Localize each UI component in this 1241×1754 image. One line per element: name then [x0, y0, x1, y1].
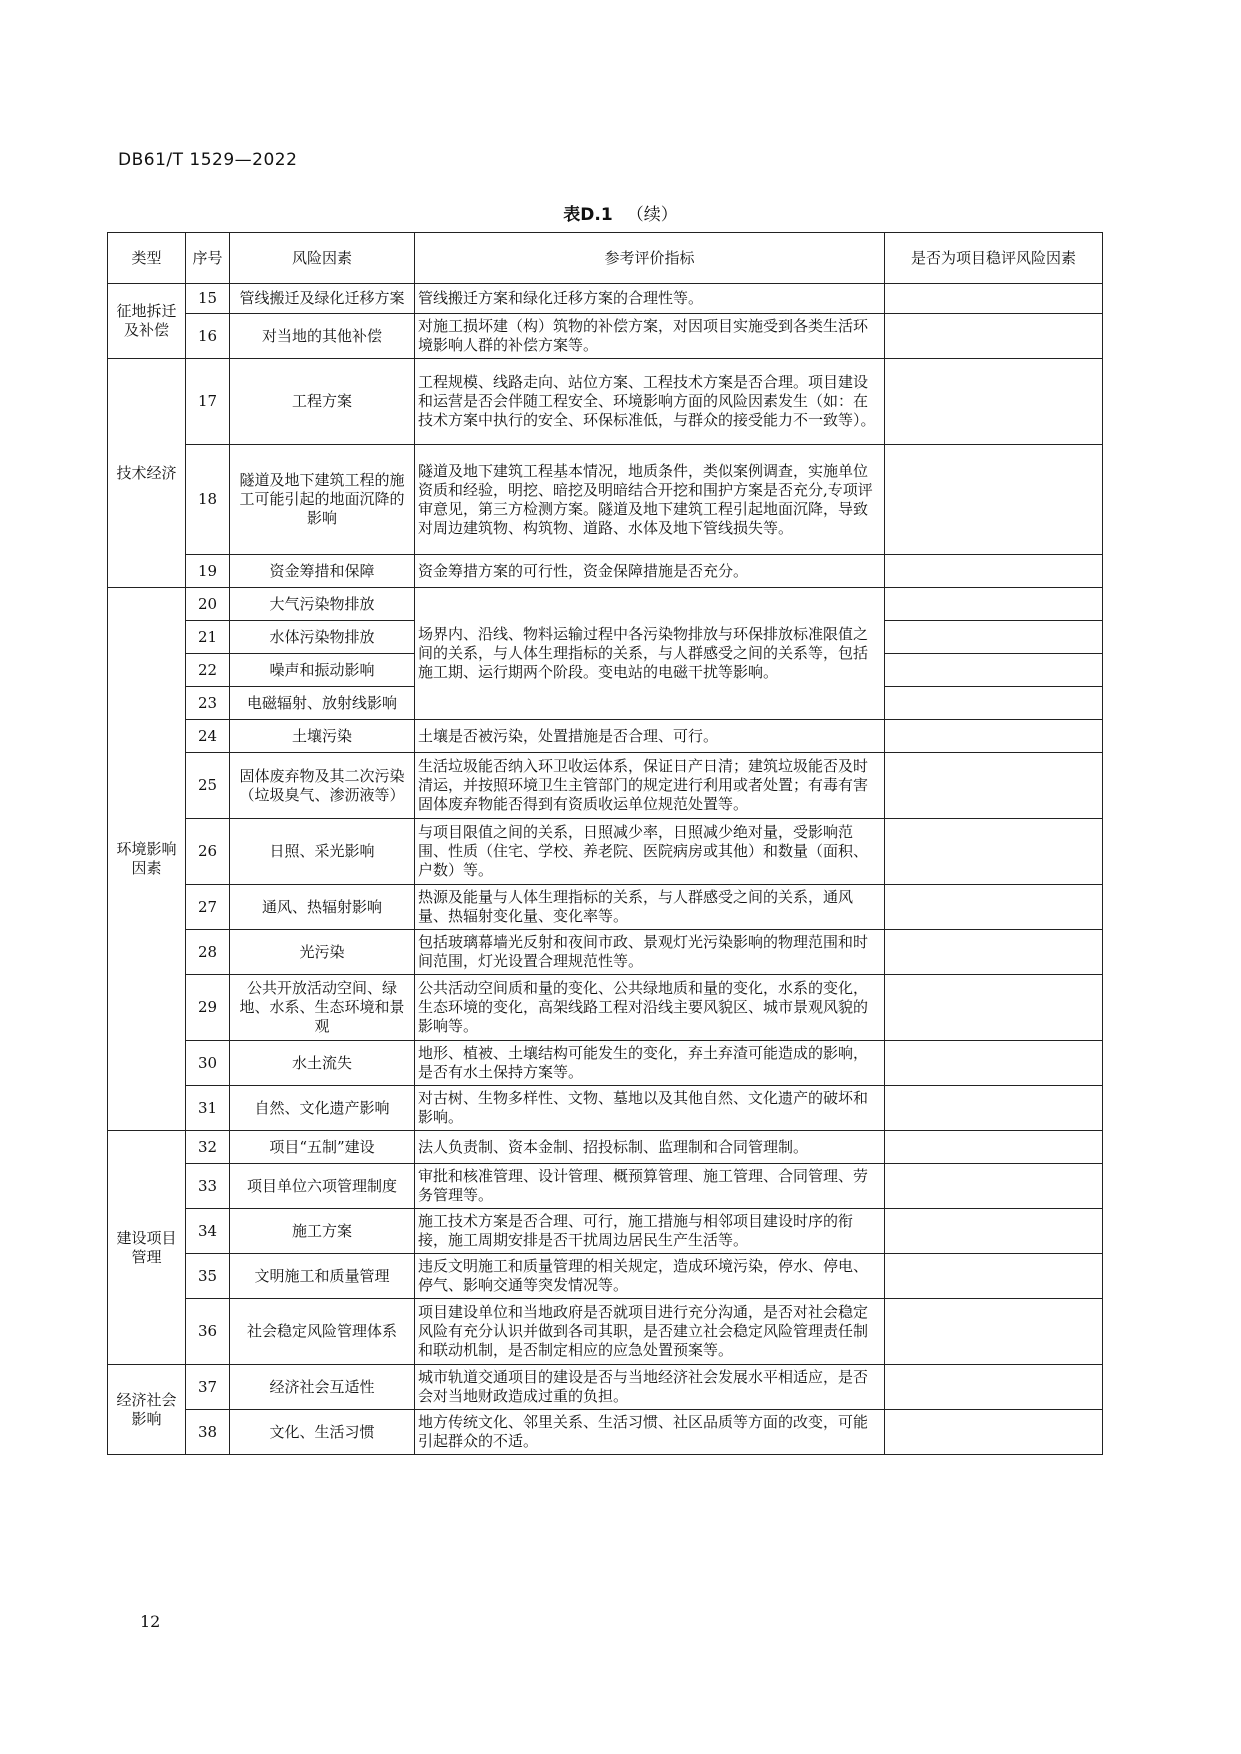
- indicator: 法人负责制、资本金制、招投标制、监理制和合同管理制。: [415, 1131, 885, 1164]
- row-number: 29: [186, 975, 230, 1041]
- row-number: 32: [186, 1131, 230, 1164]
- indicator: 违反文明施工和质量管理的相关规定，造成环境污染，停水、停电、停气、影响交通等突发情况等。: [415, 1254, 885, 1299]
- indicator: 地方传统文化、邻里关系、生活习惯、社区品质等方面的改变，可能引起群众的不适。: [415, 1410, 885, 1455]
- risk-factor: 电磁辐射、放射线影响: [230, 687, 415, 720]
- column-header-flag: 是否为项目稳评风险因素: [885, 233, 1103, 284]
- risk-factor: 公共开放活动空间、绿地、水系、生态环境和景观: [230, 975, 415, 1041]
- risk-factor: 土壤污染: [230, 720, 415, 753]
- indicator: 包括玻璃幕墙光反射和夜间市政、景观灯光污染影响的物理范围和时间范围，灯光设置合理规范性等。: [415, 930, 885, 975]
- flag-cell[interactable]: [885, 284, 1103, 314]
- table-row: [108, 1086, 1103, 1131]
- indicator: 热源及能量与人体生理指标的关系，与人群感受之间的关系，通风量、热辐射变化量、变化率等。: [415, 885, 885, 930]
- row-number: 27: [186, 885, 230, 930]
- flag-cell[interactable]: [885, 1086, 1103, 1131]
- row-number: 23: [186, 687, 230, 720]
- flag-cell[interactable]: [885, 588, 1103, 621]
- row-number: 38: [186, 1410, 230, 1455]
- risk-factor: 文明施工和质量管理: [230, 1254, 415, 1299]
- risk-factor: 工程方案: [230, 359, 415, 445]
- risk-factor: 光污染: [230, 930, 415, 975]
- indicator: 与项目限值之间的关系，日照减少率，日照减少绝对量，受影响范围、性质（住宅、学校、养老院、医院病房或其他）和数量（面积、户数）等。: [415, 819, 885, 885]
- group-cell-env: 环境影响因素: [108, 588, 186, 1131]
- flag-cell[interactable]: [885, 819, 1103, 885]
- risk-factor: 噪声和振动影响: [230, 654, 415, 687]
- column-header-indicator: 参考评价指标: [415, 233, 885, 284]
- risk-factor: 自然、文化遗产影响: [230, 1086, 415, 1131]
- row-number: 37: [186, 1365, 230, 1410]
- row-number: 34: [186, 1209, 230, 1254]
- indicator: 项目建设单位和当地政府是否就项目进行充分沟通，是否对社会稳定风险有充分认识并做到各司其职，是否建立社会稳定风险管理责任制和联动机制，是否制定相应的应急处置预案等。: [415, 1299, 885, 1365]
- table-title-label: 表D.1: [563, 205, 613, 225]
- row-number: 35: [186, 1254, 230, 1299]
- indicator: 城市轨道交通项目的建设是否与当地经济社会发展水平相适应，是否会对当地财政造成过重的负担。: [415, 1365, 885, 1410]
- table-row: [108, 1164, 1103, 1209]
- risk-factor: 对当地的其他补偿: [230, 314, 415, 359]
- table-row: [108, 1041, 1103, 1086]
- indicator-merged-pollution: 场界内、沿线、物料运输过程中各污染物排放与环保排放标准限值之间的关系，与人体生理指标的关系，与人群感受之间的关系等，包括施工期、运行期两个阶段。变电站的电磁干扰等影响。: [415, 588, 885, 720]
- indicator: 地形、植被、土壤结构可能发生的变化，弃土弃渣可能造成的影响，是否有水土保持方案等。: [415, 1041, 885, 1086]
- table-row: [108, 284, 1103, 314]
- row-number: 20: [186, 588, 230, 621]
- indicator: 管线搬迁方案和绿化迁移方案的合理性等。: [415, 284, 885, 314]
- flag-cell[interactable]: [885, 885, 1103, 930]
- flag-cell[interactable]: [885, 753, 1103, 819]
- indicator: 施工技术方案是否合理、可行，施工措施与相邻项目建设时序的衔接，施工周期安排是否干扰周边居民生产生活等。: [415, 1209, 885, 1254]
- table-row: [108, 445, 1103, 555]
- group-cell-tech: 技术经济: [108, 359, 186, 588]
- table-row: [108, 1131, 1103, 1164]
- column-header-number: 序号: [186, 233, 230, 284]
- table-title: [0, 200, 1241, 225]
- risk-factor: 日照、采光影响: [230, 819, 415, 885]
- row-number: 31: [186, 1086, 230, 1131]
- indicator: 审批和核准管理、设计管理、概预算管理、施工管理、合同管理、劳务管理等。: [415, 1164, 885, 1209]
- flag-cell[interactable]: [885, 720, 1103, 753]
- risk-factor: 水土流失: [230, 1041, 415, 1086]
- flag-cell[interactable]: [885, 555, 1103, 588]
- flag-cell[interactable]: [885, 1254, 1103, 1299]
- table-row: [108, 1254, 1103, 1299]
- risk-factor: 文化、生活习惯: [230, 1410, 415, 1455]
- row-number: 16: [186, 314, 230, 359]
- flag-cell[interactable]: [885, 621, 1103, 654]
- row-number: 33: [186, 1164, 230, 1209]
- indicator: 对施工损坏建（构）筑物的补偿方案，对因项目实施受到各类生活环境影响人群的补偿方案等。: [415, 314, 885, 359]
- row-number: 24: [186, 720, 230, 753]
- row-number: 17: [186, 359, 230, 445]
- flag-cell[interactable]: [885, 314, 1103, 359]
- risk-factor: 社会稳定风险管理体系: [230, 1299, 415, 1365]
- indicator: 公共活动空间质和量的变化、公共绿地质和量的变化，水系的变化，生态环境的变化，高架线路工程对沿线主要风貌区、城市景观风貌的影响等。: [415, 975, 885, 1041]
- table-header-row: [108, 233, 1103, 284]
- table-row: [108, 819, 1103, 885]
- row-number: 28: [186, 930, 230, 975]
- row-number: 19: [186, 555, 230, 588]
- flag-cell[interactable]: [885, 1209, 1103, 1254]
- indicator: 土壤是否被污染，处置措施是否合理、可行。: [415, 720, 885, 753]
- table-title-continued: （续）: [626, 205, 678, 225]
- risk-factor: 隧道及地下建筑工程的施工可能引起的地面沉降的影响: [230, 445, 415, 555]
- risk-factor: 经济社会互适性: [230, 1365, 415, 1410]
- table-row: [108, 314, 1103, 359]
- flag-cell[interactable]: [885, 654, 1103, 687]
- row-number: 25: [186, 753, 230, 819]
- risk-factor-table: [107, 232, 1103, 1455]
- row-number: 26: [186, 819, 230, 885]
- table-row: [108, 1365, 1103, 1410]
- flag-cell[interactable]: [885, 975, 1103, 1041]
- table-row: [108, 1299, 1103, 1365]
- table-row: [108, 975, 1103, 1041]
- row-number: 15: [186, 284, 230, 314]
- risk-factor: 大气污染物排放: [230, 588, 415, 621]
- flag-cell[interactable]: [885, 1365, 1103, 1410]
- indicator: 生活垃圾能否纳入环卫收运体系，保证日产日清；建筑垃圾能否及时清运，并按照环境卫生主管部门的规定进行利用或者处置；有毒有害固体废弃物能否得到有资质收运单位规范处置等。: [415, 753, 885, 819]
- row-number: 30: [186, 1041, 230, 1086]
- page-number: 12: [140, 1612, 161, 1631]
- document-code: DB61/T 1529—2022: [118, 150, 298, 170]
- table-row: [108, 1209, 1103, 1254]
- group-cell-mgmt: 建设项目管理: [108, 1131, 186, 1365]
- flag-cell[interactable]: [885, 687, 1103, 720]
- risk-factor: 资金筹措和保障: [230, 555, 415, 588]
- risk-factor: 通风、热辐射影响: [230, 885, 415, 930]
- group-cell-land: 征地拆迁及补偿: [108, 284, 186, 359]
- flag-cell[interactable]: [885, 930, 1103, 975]
- flag-cell[interactable]: [885, 359, 1103, 445]
- risk-factor: 项目单位六项管理制度: [230, 1164, 415, 1209]
- flag-cell[interactable]: [885, 1041, 1103, 1086]
- indicator: 隧道及地下建筑工程基本情况，地质条件，类似案例调查，实施单位资质和经验，明挖、暗挖及明暗结合开挖和围护方案是否充分,专项评审意见，第三方检测方案。隧道及地下建筑工程引起地面沉降，导致对周边建筑物、构筑物、道路、水体及地下管线损失等。: [415, 445, 885, 555]
- table-row: [108, 753, 1103, 819]
- column-header-risk-factor: 风险因素: [230, 233, 415, 284]
- table-row: [108, 720, 1103, 753]
- indicator: 工程规模、线路走向、站位方案、工程技术方案是否合理。项目建设和运营是否会伴随工程安全、环境影响方面的风险因素发生（如：在技术方案中执行的安全、环保标准低，与群众的接受能力不一致等）。: [415, 359, 885, 445]
- table-row: [108, 588, 1103, 621]
- flag-cell[interactable]: [885, 1131, 1103, 1164]
- row-number: 18: [186, 445, 230, 555]
- risk-factor: 管线搬迁及绿化迁移方案: [230, 284, 415, 314]
- table-row: [108, 555, 1103, 588]
- column-header-type: 类型: [108, 233, 186, 284]
- indicator: 对古树、生物多样性、文物、墓地以及其他自然、文化遗产的破坏和影响。: [415, 1086, 885, 1131]
- risk-factor: 水体污染物排放: [230, 621, 415, 654]
- row-number: 36: [186, 1299, 230, 1365]
- table-row: [108, 1410, 1103, 1455]
- group-cell-econ: 经济社会影响: [108, 1365, 186, 1455]
- flag-cell[interactable]: [885, 1164, 1103, 1209]
- table-row: [108, 885, 1103, 930]
- flag-cell[interactable]: [885, 1410, 1103, 1455]
- flag-cell[interactable]: [885, 445, 1103, 555]
- row-number: 22: [186, 654, 230, 687]
- flag-cell[interactable]: [885, 1299, 1103, 1365]
- table-row: [108, 930, 1103, 975]
- risk-factor: 固体废弃物及其二次污染（垃圾臭气、渗沥液等）: [230, 753, 415, 819]
- risk-factor: 项目“五制”建设: [230, 1131, 415, 1164]
- indicator: 资金筹措方案的可行性，资金保障措施是否充分。: [415, 555, 885, 588]
- row-number: 21: [186, 621, 230, 654]
- table-row: [108, 359, 1103, 445]
- risk-factor: 施工方案: [230, 1209, 415, 1254]
